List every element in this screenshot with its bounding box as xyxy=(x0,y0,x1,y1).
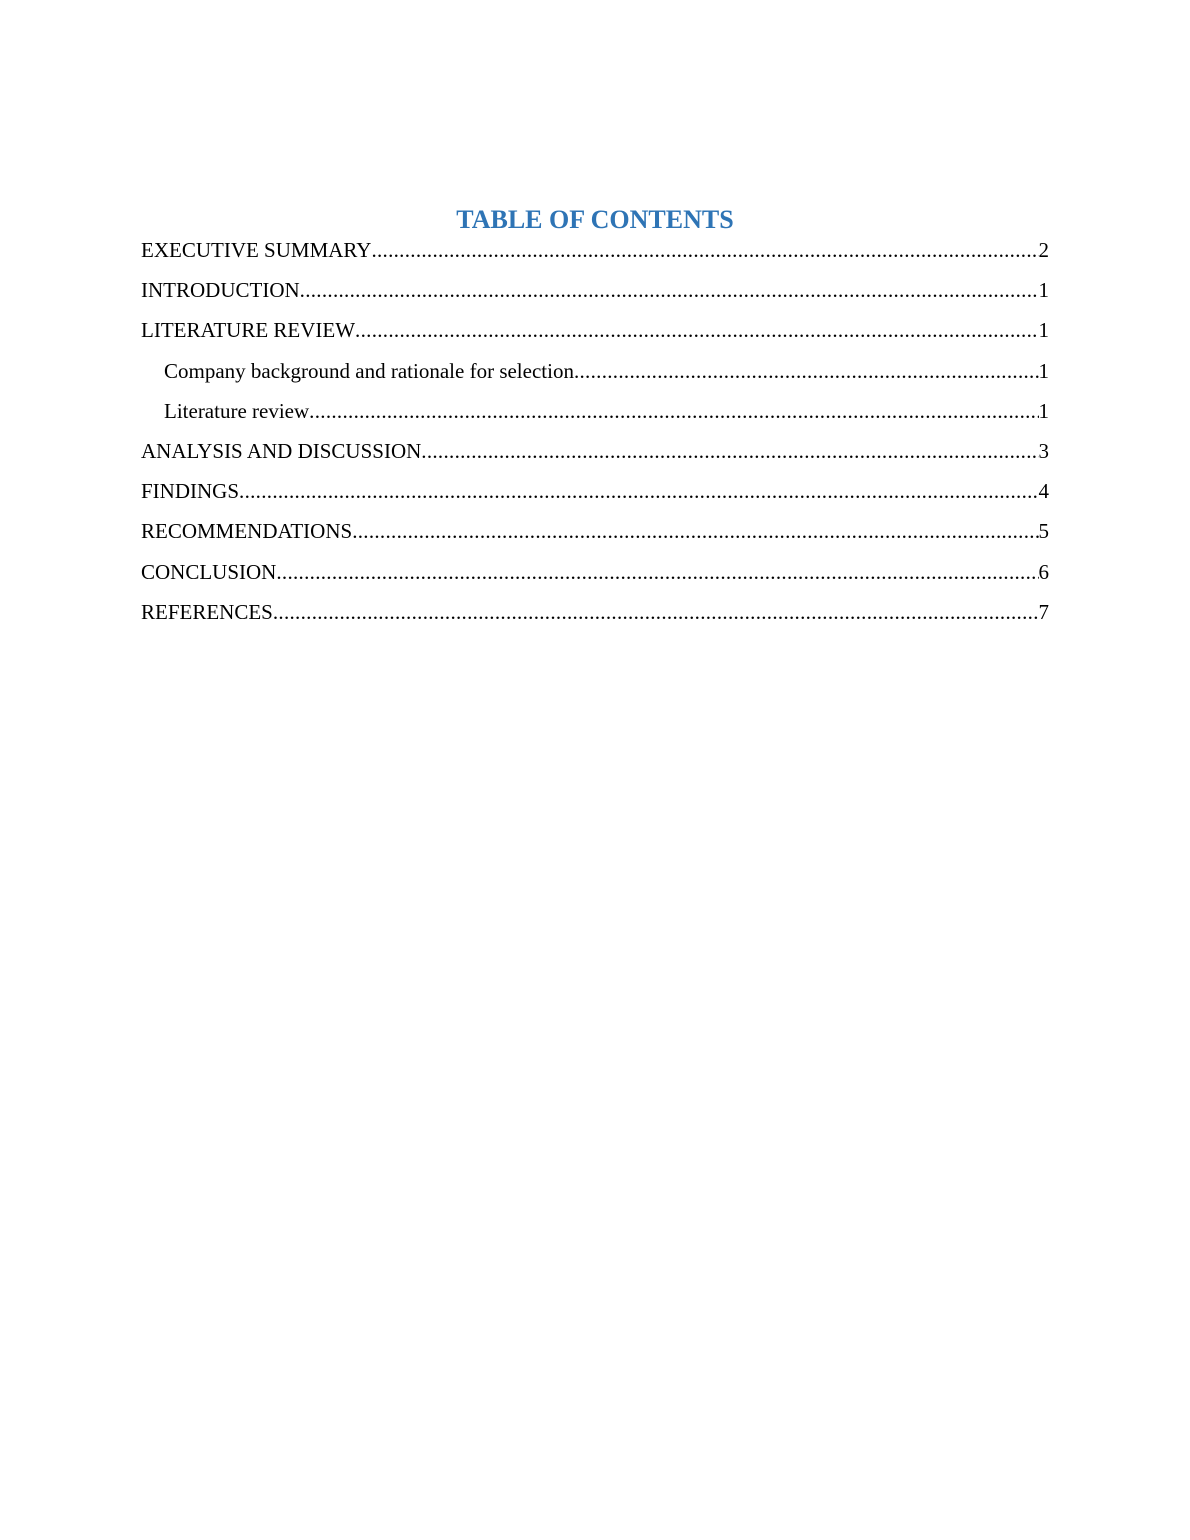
toc-dot-leader xyxy=(371,235,1038,265)
toc-entry-label: EXECUTIVE SUMMARY xyxy=(141,238,372,262)
toc-entry-label: INTRODUCTION xyxy=(141,278,300,303)
toc-entry-page-number: 1 xyxy=(1038,358,1049,383)
toc-entry-page-number: 5 xyxy=(1038,519,1049,544)
toc-dot-leader xyxy=(300,275,1039,305)
toc-title: TABLE OF CONTENTS xyxy=(456,205,734,234)
toc-entry-label: CONCLUSION xyxy=(141,559,277,584)
toc-entry-label: REFERENCES xyxy=(141,599,273,624)
toc-entry-literature-review-sub[interactable] xyxy=(141,396,1049,436)
toc-entry-page-number: 7 xyxy=(1038,599,1049,624)
toc-dot-leader xyxy=(273,597,1039,627)
toc-entry-company-background[interactable] xyxy=(141,356,1049,396)
toc-entry-page-number: 1 xyxy=(1038,318,1049,343)
toc-entry-page-number: 3 xyxy=(1038,438,1049,463)
toc-entry-page-number: 1 xyxy=(1038,278,1049,303)
toc-entry-page-number: 1 xyxy=(1038,398,1049,423)
toc-entry-label: LITERATURE REVIEW xyxy=(141,318,356,343)
toc-entry-literature-review[interactable] xyxy=(141,315,1049,355)
toc-dot-leader xyxy=(239,476,1038,506)
toc-entry-page-number: 2 xyxy=(1038,238,1049,262)
toc-entry-conclusion[interactable] xyxy=(141,557,1049,597)
toc-entry-findings[interactable] xyxy=(141,476,1049,516)
toc-dot-leader xyxy=(421,436,1038,466)
toc-dot-leader xyxy=(355,315,1038,345)
toc-entry-references[interactable] xyxy=(141,597,1049,637)
toc-list xyxy=(141,235,1049,637)
toc-dot-leader xyxy=(276,557,1038,587)
toc-entry-page-number: 6 xyxy=(1038,559,1049,584)
toc-entry-label: FINDINGS xyxy=(141,479,240,504)
toc-entry-label: Literature review xyxy=(164,398,310,423)
toc-entry-label: ANALYSIS AND DISCUSSION xyxy=(141,438,422,463)
toc-dot-leader xyxy=(309,396,1038,426)
toc-entry-label: RECOMMENDATIONS xyxy=(141,519,353,544)
toc-entry-page-number: 4 xyxy=(1038,479,1049,504)
toc-entry-analysis-and-discussion[interactable] xyxy=(141,436,1049,476)
toc-entry-introduction[interactable] xyxy=(141,275,1049,315)
toc-entry-executive-summary[interactable] xyxy=(141,235,1049,275)
toc-dot-leader xyxy=(574,356,1039,386)
toc-dot-leader xyxy=(352,516,1038,546)
toc-entry-recommendations[interactable] xyxy=(141,516,1049,556)
toc-entry-label: Company background and rationale for selection xyxy=(164,358,574,383)
